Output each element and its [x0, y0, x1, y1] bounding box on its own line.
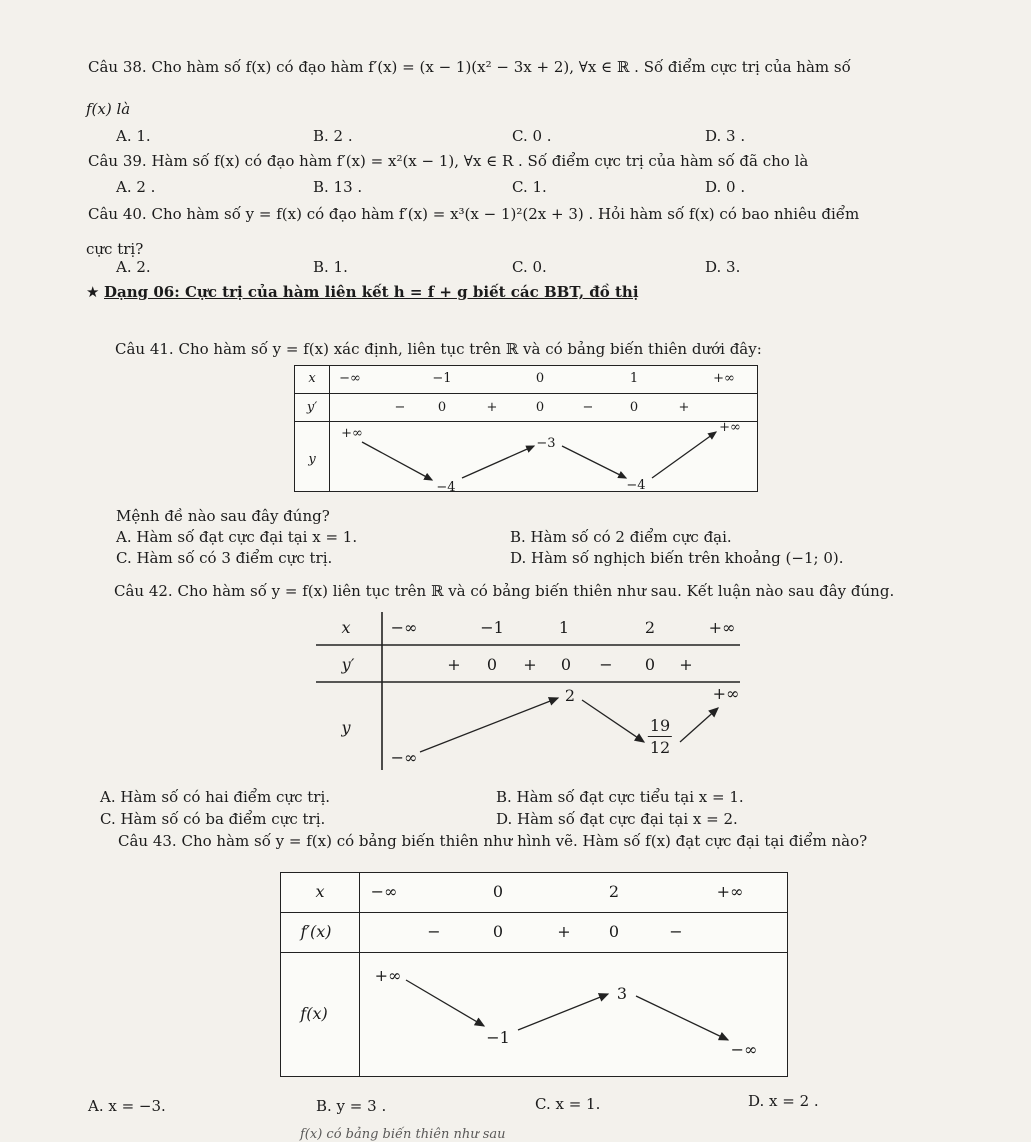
q41-sign: − [394, 400, 406, 415]
q43-stem: Câu 43. Cho hàm số y = f(x) có bảng biến thiên như hình vẽ. Hàm số f(x) đạt cực đại tại điểm nào? [118, 832, 868, 850]
q43-x-value: 2 [608, 882, 620, 901]
section-heading: Dạng 06: Cực trị của hàm liên kết h = f + g biết các BBT, đồ thị [104, 283, 639, 301]
q40-option-b: B. 1. [313, 258, 348, 276]
q43-arrow-up-1 [518, 994, 608, 1030]
q41-x-value: +∞ [713, 371, 735, 386]
q41-y-value: −4 [436, 480, 456, 495]
q42-option-c: C. Hàm số có ba điểm cực trị. [100, 810, 326, 828]
q40-option-d: D. 3. [705, 258, 741, 276]
q41-y-value: −4 [626, 478, 646, 493]
q38-stem: Câu 38. Cho hàm số f(x) có đạo hàm f′(x) = (x − 1)(x² − 3x + 2), ∀x ∈ ℝ . Số điểm cực trị của hàm số [88, 58, 851, 76]
q43-arrow-down-2 [636, 996, 728, 1040]
q43-option-b: B. y = 3 . [316, 1097, 387, 1115]
q43-sign: 0 [492, 922, 504, 941]
q41-question: Mệnh đề nào sau đây đúng? [116, 507, 330, 525]
q41-x-value: 0 [535, 371, 545, 386]
q42-x-value: −∞ [390, 618, 418, 637]
q42-sign: + [679, 655, 693, 674]
q43-arrow-down-1 [406, 980, 484, 1026]
q42-option-b: B. Hàm số đạt cực tiểu tại x = 1. [496, 788, 744, 806]
q38-stem-cont: f(x) là [86, 100, 131, 118]
q42-x-value: 1 [558, 618, 570, 637]
q39-stem: Câu 39. Hàm số f(x) có đạo hàm f′(x) = x²(x − 1), ∀x ∈ R . Số điểm cực trị của hàm số đã cho là [88, 152, 809, 170]
q39-option-d: D. 0 . [705, 178, 746, 196]
q40-stem-cont: cực trị? [86, 240, 144, 258]
q41-sign: 0 [535, 400, 545, 415]
q42-x-value: 2 [644, 618, 656, 637]
q41-sign: 0 [437, 400, 447, 415]
q42-y-value: +∞ [712, 684, 740, 703]
q41-y-value: +∞ [719, 420, 741, 435]
q41-option-a: A. Hàm số đạt cực đại tại x = 1. [116, 528, 358, 546]
q41-option-c: C. Hàm số có 3 điểm cực trị. [116, 549, 333, 567]
q41-sign: + [678, 400, 690, 415]
q41-x-value: −1 [432, 371, 452, 386]
q41-stem: Câu 41. Cho hàm số y = f(x) xác định, liên tục trên ℝ và có bảng biến thiên dưới đây: [115, 340, 762, 358]
q43-x-value: +∞ [716, 882, 744, 901]
q42-y-value: −∞ [390, 748, 418, 767]
q42-y-fraction-num: 19 [649, 716, 671, 735]
q43-sign: 0 [608, 922, 620, 941]
q41-x-value: 1 [629, 371, 639, 386]
q39-option-c: C. 1. [512, 178, 547, 196]
q42-stem: Câu 42. Cho hàm số y = f(x) liên tục trên ℝ và có bảng biến thiên như sau. Kết luận nào sau đây đúng. [114, 582, 895, 600]
q43-y-value: 3 [616, 984, 628, 1003]
q41-row-label-yprime: y′ [306, 400, 318, 415]
q41-y-value: +∞ [341, 426, 363, 441]
q42-sign: + [523, 655, 537, 674]
q41-sign: + [486, 400, 498, 415]
q43-option-d: D. x = 2 . [748, 1092, 819, 1110]
bottom-cut-text: f(x) có bảng biến thiên như sau [300, 1127, 506, 1142]
section-star: ★ [86, 283, 100, 301]
q42-x-value: −1 [480, 618, 504, 637]
q42-sign: 0 [644, 655, 656, 674]
q42-option-d: D. Hàm số đạt cực đại tại x = 2. [496, 810, 738, 828]
q40-option-c: C. 0. [512, 258, 547, 276]
q42-sign: + [447, 655, 461, 674]
q41-row-label-x: x [308, 371, 316, 386]
q38-option-b: B. 2 . [313, 127, 353, 145]
q43-y-value: +∞ [374, 966, 402, 985]
q43-row-label-x: x [315, 882, 325, 901]
q42-y-value: 2 [564, 686, 576, 705]
q43-x-value: −∞ [370, 882, 398, 901]
q43-option-c: C. x = 1. [535, 1095, 601, 1113]
q42-sign: 0 [560, 655, 572, 674]
q38-option-c: C. 0 . [512, 127, 552, 145]
q40-option-a: A. 2. [116, 258, 151, 276]
q43-row-label-f: f(x) [300, 1004, 328, 1023]
q42-option-a: A. Hàm số có hai điểm cực trị. [100, 788, 331, 806]
q41-row-label-y: y [308, 452, 316, 467]
q38-option-a: A. 1. [116, 127, 151, 145]
q42-sign: − [599, 655, 613, 674]
q41-option-b: B. Hàm số có 2 điểm cực đại. [510, 528, 732, 546]
q42-sign: 0 [486, 655, 498, 674]
q43-row-label-fprime: f′(x) [300, 922, 332, 941]
q40-stem: Câu 40. Cho hàm số y = f(x) có đạo hàm f′(x) = x³(x − 1)²(2x + 3) . Hỏi hàm số f(x) có bao nhiêu điểm [88, 205, 860, 223]
q39-option-a: A. 2 . [116, 178, 156, 196]
q43-sign: − [669, 922, 683, 941]
q41-sign: − [582, 400, 594, 415]
q38-option-d: D. 3 . [705, 127, 746, 145]
q41-sign: 0 [629, 400, 639, 415]
q41-x-value: −∞ [339, 371, 361, 386]
q39-option-b: B. 13 . [313, 178, 363, 196]
q42-row-label-x: x [341, 618, 351, 637]
q42-x-value: +∞ [708, 618, 736, 637]
q43-option-a: A. x = −3. [88, 1097, 166, 1115]
q42-row-label-yprime: y′ [341, 655, 355, 674]
q43-y-value: −1 [486, 1028, 510, 1047]
q41-y-value: −3 [536, 436, 556, 451]
q41-option-d: D. Hàm số nghịch biến trên khoảng (−1; 0). [510, 549, 844, 567]
q42-y-fraction-den: 12 [649, 738, 671, 757]
q43-sign: + [557, 922, 571, 941]
q43-sign: − [427, 922, 441, 941]
q42-row-label-y: y [341, 718, 351, 737]
q43-x-value: 0 [492, 882, 504, 901]
q43-y-value: −∞ [730, 1040, 758, 1059]
